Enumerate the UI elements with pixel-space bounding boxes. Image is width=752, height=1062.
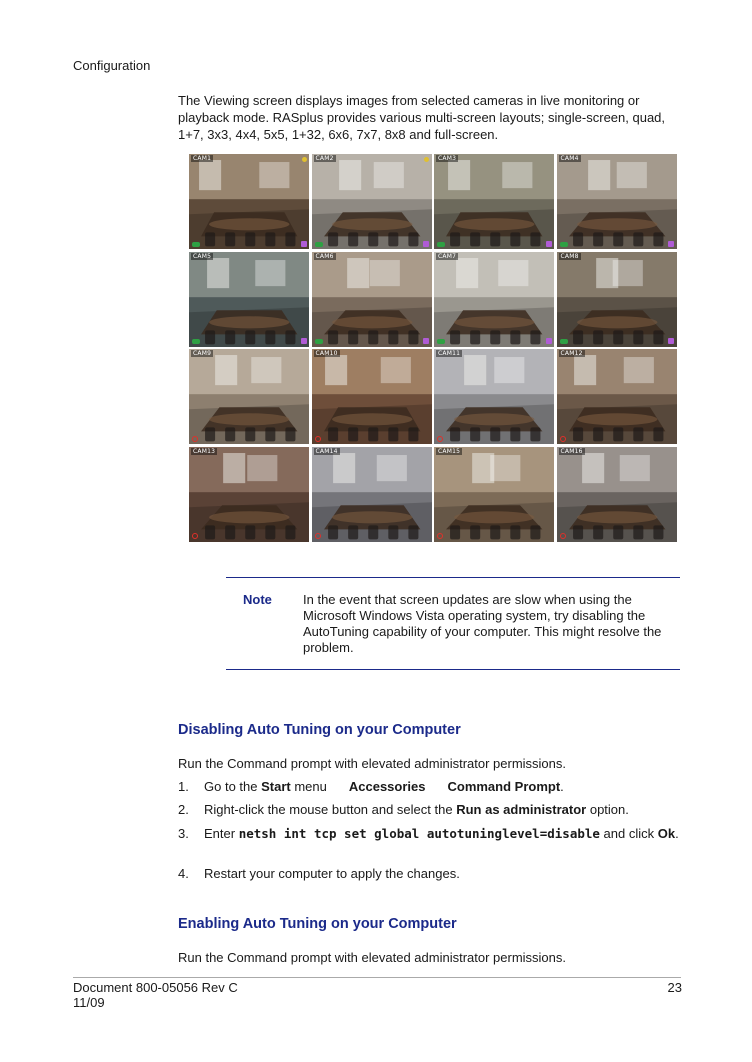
step-1-number: 1. — [178, 779, 189, 794]
camera-tile[interactable] — [557, 154, 678, 250]
search-icon — [437, 533, 443, 539]
camera-tile[interactable] — [312, 447, 433, 543]
camera-tile[interactable] — [189, 447, 310, 543]
record-indicator-icon — [315, 242, 323, 247]
step-4-number: 4. — [178, 866, 189, 881]
step-3-ok: Ok — [657, 826, 676, 841]
footer-doc-number: Document 800-05056 Rev C — [73, 980, 238, 995]
camera-label: CAM6 — [315, 252, 334, 260]
search-icon — [315, 533, 321, 539]
camera-label: CAM2 — [315, 155, 334, 162]
search-icon — [192, 533, 198, 539]
record-indicator-icon — [437, 242, 445, 247]
camera-label: CAM12 — [560, 350, 583, 357]
alarm-icon — [302, 157, 307, 162]
step-3 — [204, 826, 684, 842]
record-indicator-icon — [560, 339, 568, 344]
camera-image — [189, 154, 309, 249]
search-icon — [560, 533, 566, 539]
camera-tile[interactable] — [189, 154, 310, 250]
camera-image — [312, 349, 432, 444]
audio-icon — [546, 241, 552, 247]
step-1-accessories: Accessories — [348, 779, 426, 794]
camera-label: CAM4 — [560, 155, 579, 162]
audio-icon — [546, 338, 552, 344]
audio-icon — [423, 241, 429, 247]
camera-tile[interactable] — [312, 349, 433, 445]
camera-image — [557, 154, 677, 249]
step-1-mid: menu — [290, 779, 327, 794]
step-3-post: . — [675, 826, 679, 841]
step-2-run-as-admin: Run as administrator — [456, 802, 587, 817]
note-top-rule — [226, 577, 680, 578]
camera-image — [434, 349, 554, 444]
audio-icon — [668, 338, 674, 344]
step-1-post: . — [560, 779, 564, 794]
search-icon — [437, 436, 443, 442]
footer-rule — [73, 977, 681, 978]
step-1-start: Start — [261, 779, 291, 794]
record-indicator-icon — [315, 339, 323, 344]
camera-image — [557, 252, 677, 347]
camera-tile[interactable] — [312, 154, 433, 250]
camera-image — [189, 252, 309, 347]
record-indicator-icon — [560, 242, 568, 247]
step-2-number: 2. — [178, 802, 189, 817]
page-number: 23 — [667, 980, 682, 995]
step-2-pre: Right-click the mouse button and select the — [204, 802, 457, 817]
step-2-post: option. — [586, 802, 629, 817]
camera-label: CAM9 — [193, 350, 212, 357]
audio-icon — [301, 338, 307, 344]
camera-label: CAM5 — [193, 252, 212, 260]
step-3-pre: Enter — [204, 826, 239, 841]
record-indicator-icon — [437, 339, 445, 344]
alarm-icon — [424, 157, 429, 162]
step-1-pre: Go to the — [204, 779, 262, 794]
camera-tile[interactable] — [189, 252, 310, 348]
camera-tile[interactable] — [557, 252, 678, 348]
camera-image — [434, 447, 554, 542]
camera-label: CAM15 — [438, 447, 461, 455]
search-icon — [315, 436, 321, 442]
camera-label: CAM10 — [315, 350, 338, 357]
camera-tile[interactable] — [434, 154, 555, 250]
footer-date: 11/09 — [73, 995, 105, 1010]
camera-tile[interactable] — [557, 349, 678, 445]
camera-image — [434, 154, 554, 249]
camera-label: CAM13 — [193, 447, 216, 455]
enabling-heading: Enabling Auto Tuning on your Computer — [178, 916, 457, 932]
camera-tile[interactable] — [434, 252, 555, 348]
camera-label: CAM16 — [560, 447, 583, 455]
camera-tile[interactable] — [189, 349, 310, 445]
camera-label: CAM11 — [438, 350, 461, 357]
camera-label: CAM7 — [438, 252, 457, 260]
camera-image — [189, 447, 309, 542]
camera-image — [312, 447, 432, 542]
audio-icon — [423, 338, 429, 344]
disabling-lead: Run the Command prompt with elevated administrator permissions. — [178, 756, 567, 771]
note-label: Note — [243, 592, 272, 607]
camera-tile[interactable] — [312, 252, 433, 348]
step-3-command: netsh int tcp set global autotuninglevel=disable — [238, 826, 600, 841]
camera-label: CAM8 — [560, 252, 579, 260]
step-3-mid: and click — [599, 826, 658, 841]
camera-label: CAM14 — [315, 447, 338, 455]
step-4: Restart your computer to apply the changes. — [204, 866, 460, 881]
footer-doc-info — [73, 980, 238, 1010]
camera-tile[interactable] — [434, 349, 555, 445]
step-3-number: 3. — [178, 826, 189, 841]
search-icon — [192, 436, 198, 442]
running-header: Configuration — [73, 58, 151, 73]
camera-image — [312, 252, 432, 347]
search-icon — [560, 436, 566, 442]
camera-label: CAM1 — [193, 155, 212, 162]
camera-viewing-grid — [189, 154, 677, 542]
camera-image — [557, 349, 677, 444]
camera-image — [312, 154, 432, 249]
step-1-command-prompt: Command Prompt — [447, 779, 561, 794]
intro-paragraph: The Viewing screen displays images from selected cameras in live monitoring or playback mode. RASplus provides various multi-screen layouts; single-screen, quad, 1+7, 3x3, 4x4, 5x5, 1+32, 6x6, 7x7, 8x8 and full-screen. — [178, 93, 666, 142]
note-bottom-rule — [226, 669, 680, 670]
camera-tile[interactable] — [557, 447, 678, 543]
step-2 — [204, 802, 684, 818]
camera-image — [557, 447, 677, 542]
audio-icon — [301, 241, 307, 247]
record-indicator-icon — [192, 242, 200, 247]
audio-icon — [668, 241, 674, 247]
camera-image — [189, 349, 309, 444]
camera-tile[interactable] — [434, 447, 555, 543]
enabling-lead: Run the Command prompt with elevated administrator permissions. — [178, 950, 567, 965]
disabling-heading: Disabling Auto Tuning on your Computer — [178, 722, 461, 738]
step-1 — [204, 779, 684, 795]
note-text: In the event that screen updates are slow when using the Microsoft Windows Vista operating system, try disabling the AutoTuning capability of your computer. This might resolve the problem. — [303, 592, 662, 655]
camera-label: CAM3 — [438, 155, 457, 162]
record-indicator-icon — [192, 339, 200, 344]
camera-image — [434, 252, 554, 347]
